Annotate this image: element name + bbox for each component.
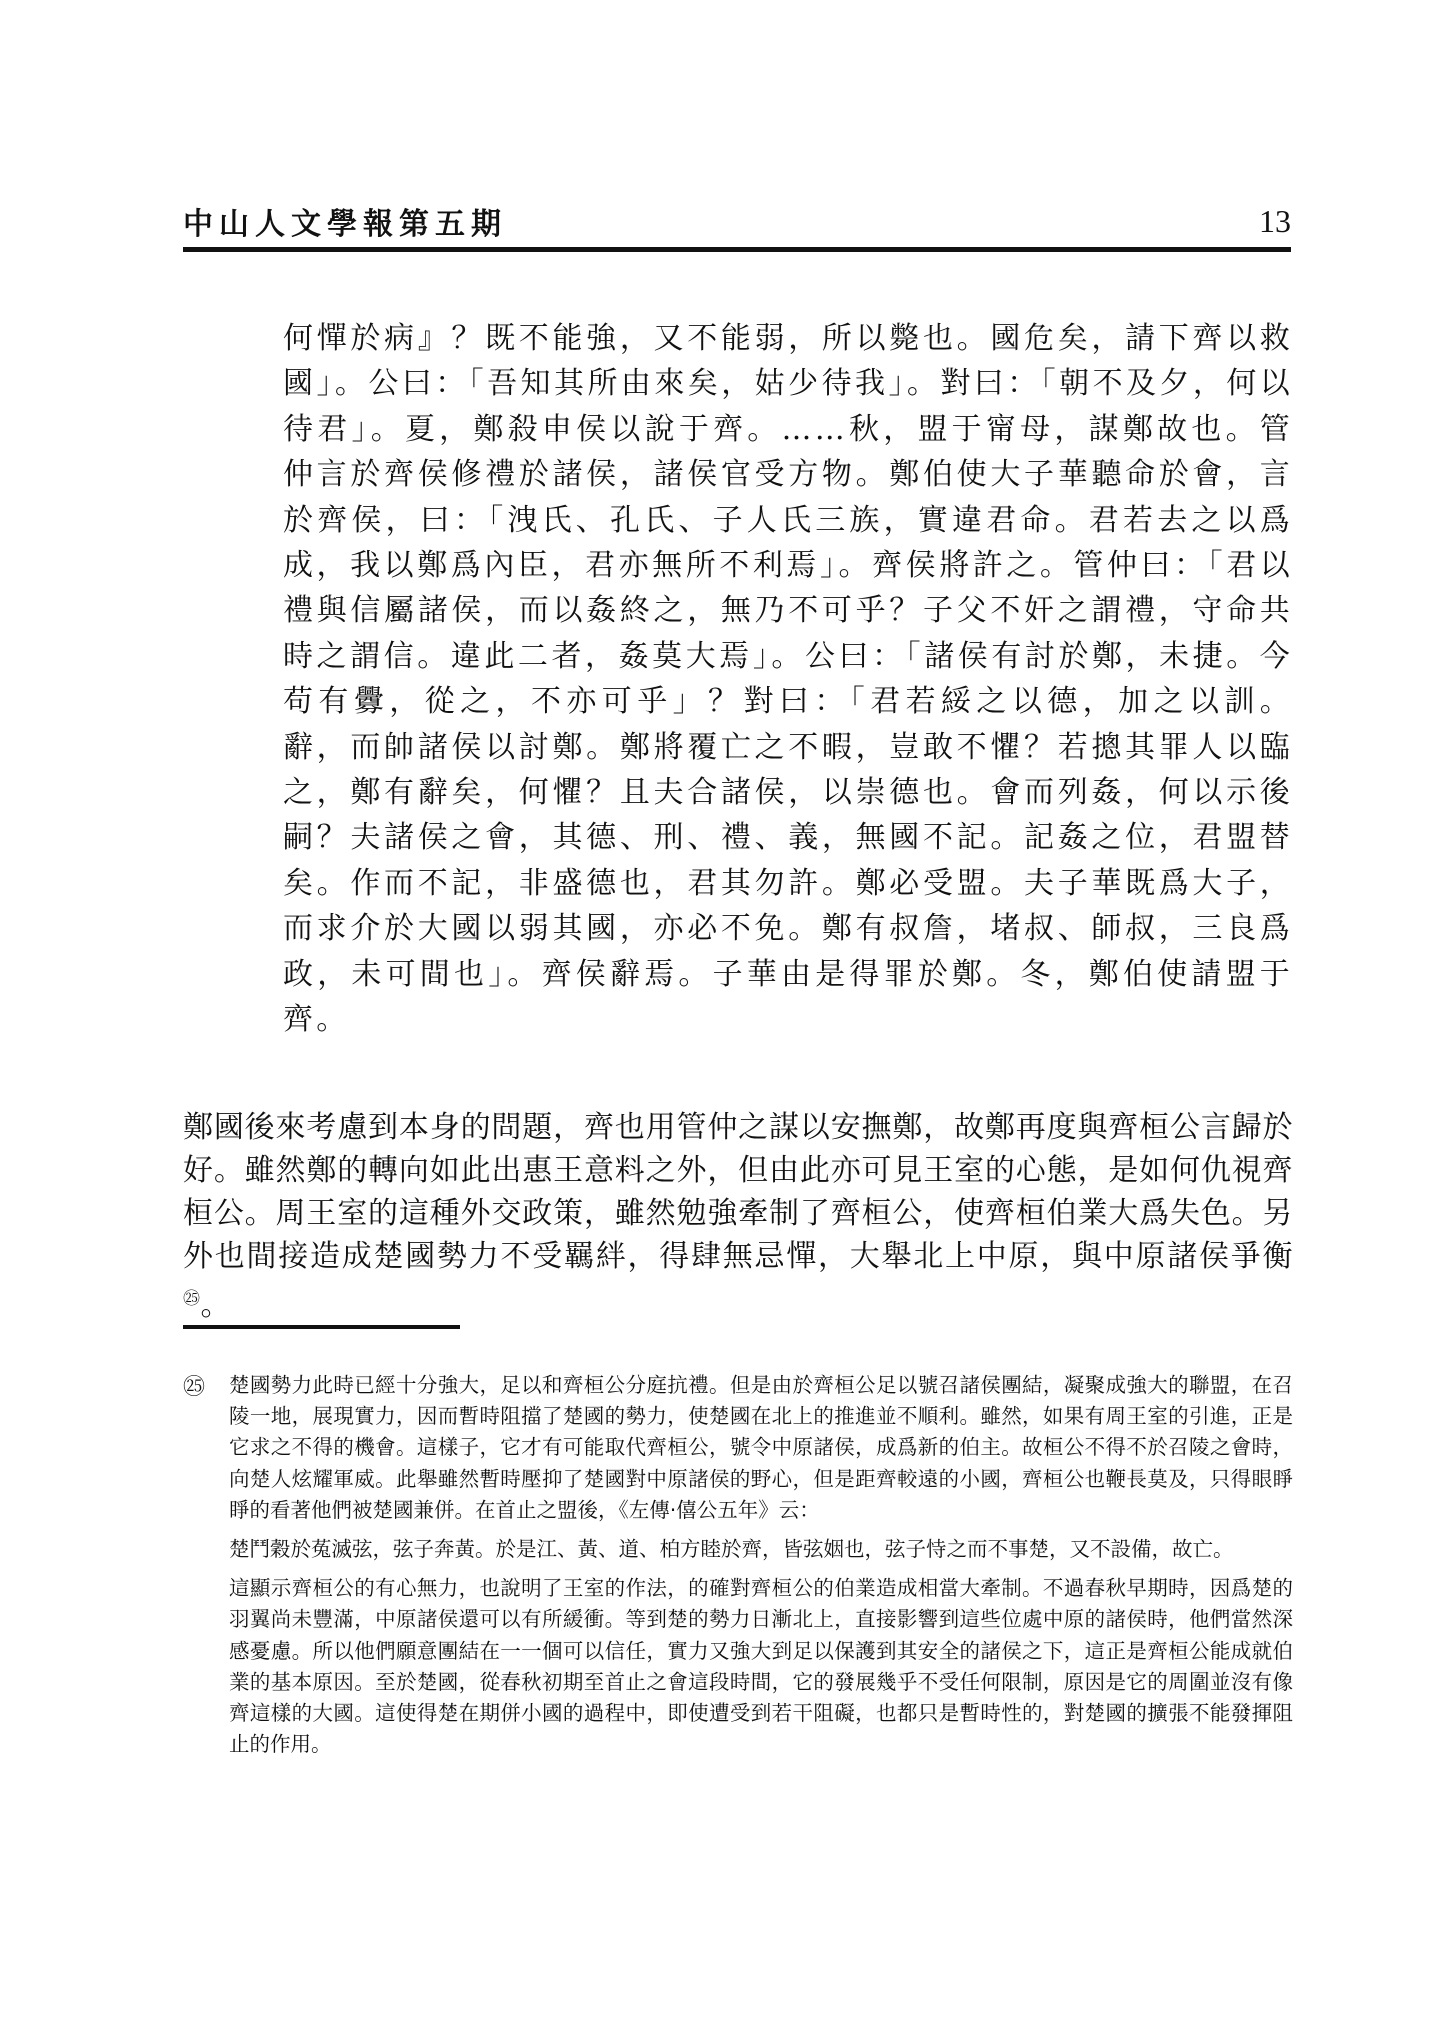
header-rule [183, 247, 1291, 252]
footnote-paragraph-1: 楚國勢力此時已經十分強大，足以和齊桓公分庭抗禮。但是由於齊桓公足以號召諸侯團結，凝聚成強大的聯盟，在召陵一地，展現實力，因而暫時阻擋了楚國的勢力，使楚國在北上的推進並不順利。雖然，如果有周王室的引進，正是它求之不得的機會。這樣子，它才有可能取代齊桓公，號令中原諸侯，成爲新的伯主。故桓公不得不於召陵之會時，向楚人炫耀軍威。此舉雖然暫時壓抑了楚國對中原諸侯的野心，但是距齊較遠的小國，齊桓公也鞭長莫及，只得眼睜睜的看著他們被楚國兼併。在首止之盟後，《左傳‧僖公五年》云： [229, 1373, 1293, 1522]
footnote-marker: ㉕ [183, 1375, 206, 1400]
body-end-punct: 。 [200, 1288, 231, 1323]
journal-title: 中山人文學報第五期 [183, 207, 507, 242]
footnote-rule [183, 1325, 460, 1329]
page-number: 13 [1259, 203, 1291, 239]
body-paragraph [183, 1106, 1293, 1327]
footnote-reference[interactable]: ㉕ [183, 1289, 201, 1309]
footnote-block [183, 1370, 1293, 1760]
running-header [183, 203, 1291, 253]
footnote-paragraph-2: 這顯示齊桓公的有心無力，也說明了王室的作法，的確對齊桓公的伯業造成相當大牽制。不過春秋早期時，因爲楚的羽翼尚未豐滿，中原諸侯還可以有所緩衝。等到楚的勢力日漸北上，直接影響到這些位處中原的諸侯時，他們當然深感憂慮。所以他們願意團結在一一個可以信任，實力又強大到足以保護到其安全的諸侯之下，這正是齊桓公能成就伯業的基本原因。至於楚國，從春秋初期至首止之會這段時間，它的發展幾乎不受任何限制，原因是它的周圍並沒有像齊這樣的大國。這使得楚在期併小國的過程中，即使遭受到若干阻礙，也都只是暫時性的，對楚國的擴張不能發揮阻止的作用。 [229, 1576, 1293, 1757]
footnote-quote: 楚鬥穀於菟滅弦，弦子奔黃。於是江、黃、道、柏方睦於齊，皆弦姻也，弦子恃之而不事楚，又不設備，故亡。 [229, 1537, 1234, 1562]
block-quote: 何憚於病』？既不能強，又不能弱，所以斃也。國危矣，請下齊以救國」。公曰：「吾知其所由來矣，姑少待我」。對曰：「朝不及夕，何以待君」。夏，鄭殺申侯以說于齊。……秋，盟于甯母，謀鄭故也。管仲言於齊侯修禮於諸侯，諸侯官受方物。鄭伯使大子華聽命於會，言於齊侯，曰：「洩氏、孔氏、子人氏三族，實違君命。君若去之以爲成，我以鄭爲內臣，君亦無所不利焉」。齊侯將許之。管仲曰：「君以禮與信屬諸侯，而以姦終之，無乃不可乎？子父不奸之謂禮，守命共時之謂信。違此二者，姦莫大焉」。公曰：「諸侯有討於鄭，未捷。今苟有釁，從之，不亦可乎」？對曰：「君若綏之以德，加之以訓。辭，而帥諸侯以討鄭。鄭將覆亡之不暇，豈敢不懼？若摠其罪人以臨之，鄭有辭矣，何懼？且夫合諸侯，以崇德也。會而列姦，何以示後嗣？夫諸侯之會，其德、刑、禮、義，無國不記。記姦之位，君盟替矣。作而不記，非盛德也，君其勿許。鄭必受盟。夫子華既爲大子，而求介於大國以弱其國，亦必不免。鄭有叔詹，堵叔、師叔，三良爲政，未可間也」。齊侯辭焉。子華由是得罪於鄭。冬，鄭伯使請盟于齊。 [283, 321, 1293, 1038]
body-text: 鄭國後來考慮到本身的問題，齊也用管仲之謀以安撫鄭，故鄭再度與齊桓公言歸於好。雖然鄭的轉向如此出惠王意料之外，但由此亦可見王室的心態，是如何仇視齊桓公。周王室的這種外交政策，雖然勉強牽制了齊桓公，使齊桓伯業大爲失色。另外也間接造成楚國勢力不受羈絆，得肆無忌憚，大舉北上中原，與中原諸侯爭衡 [183, 1110, 1293, 1274]
